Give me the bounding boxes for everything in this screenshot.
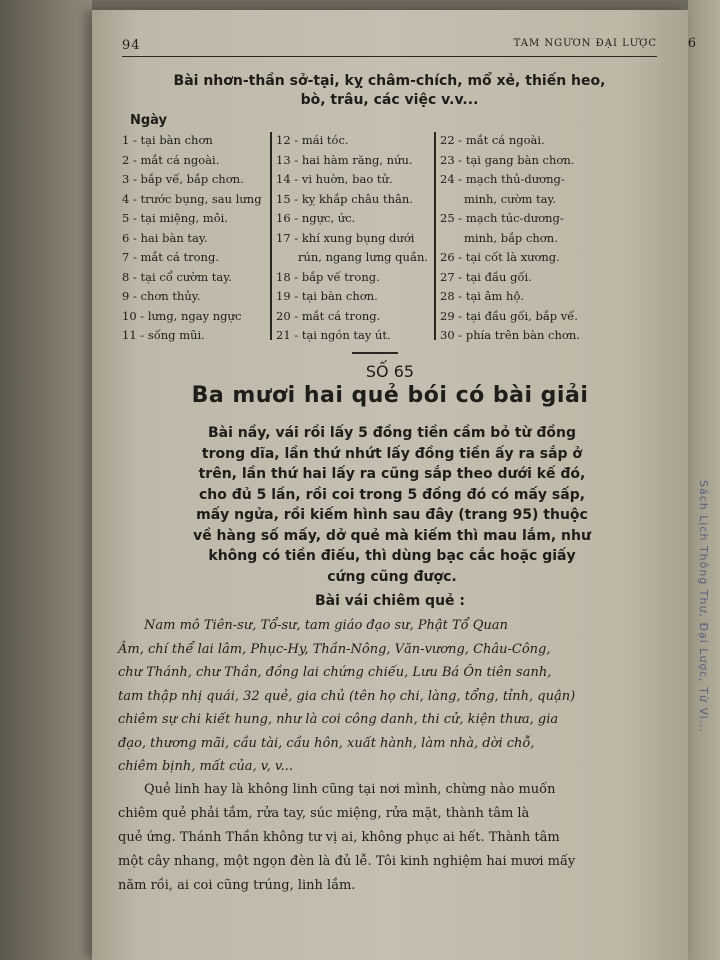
day-entry: 22 - mắt cá ngoài.: [440, 133, 545, 147]
day-entry: 9 - chơn thủy.: [122, 289, 201, 303]
day-entry: 28 - tại âm hộ.: [440, 289, 525, 303]
book-page: [92, 10, 697, 960]
day-entry: 12 - mái tóc.: [276, 133, 349, 147]
intro-line: mấy ngửa, rồi kiếm hình sau đây (trang 95) thuộc: [196, 507, 588, 523]
day-entry: minh, cườm tay.: [464, 191, 557, 206]
prayer-line: chiêm bịnh, mất của, v, v...: [118, 759, 294, 774]
closing-line: một cây nhang, một ngọn đèn là đủ lễ. Tôi kinh nghiệm hai mươi mấy: [118, 854, 576, 869]
section-divider: [352, 352, 398, 354]
book-gutter: [0, 0, 92, 960]
closing-line: Quẻ linh hay là không linh cũng tại nơi mình, chừng nào muốn: [144, 782, 556, 797]
day-entry: 24 - mạch thủ-dương-: [440, 172, 565, 186]
prayer-line: chiêm sự chi kiết hung, như là coi công danh, thi cử, kiện thưa, gia: [118, 712, 559, 727]
day-entry: 19 - tại bàn chơn.: [276, 289, 378, 303]
intro-line: cứng cũng được.: [327, 568, 457, 585]
day-entry: 1 - tại bàn chơn: [122, 133, 213, 147]
intro-line: trong dĩa, lần thứ nhứt lấy đồng tiền ấy ra sắp ở: [201, 445, 583, 462]
prayer-line: Nam mô Tiên-sư, Tổ-sư, tam giáo đạo sư, Phật Tổ Quan: [144, 618, 508, 633]
handwritten-margin-note: Sách Lịch Thông Thư, Đại Lược, Tử Vi...: [697, 480, 710, 734]
day-entry: minh, bắp chơn.: [464, 230, 558, 245]
page-number: 94: [122, 38, 141, 53]
day-entry: 17 - khí xung bụng dưới: [276, 230, 415, 245]
day-entry: 27 - tại đầu gối.: [440, 269, 532, 284]
day-entry: 2 - mắt cá ngoài.: [122, 152, 220, 167]
day-entry: 30 - phía trên bàn chơn.: [440, 328, 580, 342]
day-entry: 13 - hai hàm răng, nứu.: [276, 152, 413, 167]
topic-heading: [112, 72, 667, 110]
closing-line: quẻ ứng. Thánh Thần không tư vị ai, không phục ai hết. Thành tâm: [118, 830, 560, 845]
day-entry: 20 - mắt cá trong.: [276, 308, 381, 323]
column-rule: [434, 132, 436, 340]
prayer-line: Âm, chí thể lai lâm, Phục-Hy, Thần-Nông, Văn-vương, Châu-Công,: [118, 641, 551, 657]
days-column-3: [440, 131, 620, 346]
section-title: Ba mươi hai quẻ bói có bài giải: [191, 383, 589, 408]
closing-line: năm rồi, ai coi cũng trúng, linh lắm.: [118, 878, 356, 893]
section-number: SỐ 65: [365, 362, 415, 381]
day-entry: 23 - tại gang bàn chơn.: [440, 152, 575, 167]
day-entry: 14 - vi huờn, bao tử.: [276, 172, 393, 186]
day-entry: 3 - bắp vế, bắp chơn.: [122, 172, 244, 186]
day-entry: 5 - tại miệng, môi.: [122, 211, 228, 225]
topic-line: bò, trâu, các việc v.v...: [300, 92, 479, 108]
prayer-paragraph: [118, 614, 673, 779]
days-label: Ngày: [130, 113, 168, 128]
closing-paragraph: [118, 778, 673, 898]
day-entry: 21 - tại ngón tay út.: [276, 328, 391, 342]
day-entry: 10 - lưng, ngay ngực: [122, 308, 242, 323]
day-entry: 26 - tại cốt là xương.: [440, 250, 560, 264]
prayer-line: đạo, thương mãi, cầu tài, cầu hôn, xuất hành, làm nhà, dời chỗ,: [118, 735, 535, 751]
day-entry: 18 - bắp vế trong.: [276, 269, 380, 284]
intro-line: Bài nầy, vái rồi lấy 5 đồng tiền cầm bỏ từ đồng: [208, 425, 576, 441]
prayer-line: tam thập nhị quái, 32 quẻ, gia chủ (tên họ chi, làng, tổng, tỉnh, quận): [118, 688, 576, 704]
day-entry: 29 - tại đầu gối, bắp vế.: [440, 308, 578, 323]
day-entry: 6 - hai bàn tay.: [122, 230, 208, 245]
intro-line: cho đủ 5 lần, rồi coi trong 5 đồng đó có mấy sấp,: [198, 486, 586, 503]
column-rule: [270, 132, 272, 340]
day-entry: 11 - sống mũi.: [122, 328, 205, 342]
day-entry: rún, ngang lưng quần.: [298, 250, 429, 264]
prayer-line: chư Thánh, chư Thần, đồng lai chứng chiếu, Lưu Bá Ôn tiên sanh,: [118, 665, 552, 680]
day-entry: 7 - mắt cá trong.: [122, 250, 219, 264]
topic-line: Bài nhơn-thần sở-tại, kỵ châm-chích, mổ xẻ, thiến heo,: [173, 73, 606, 89]
days-column-2: [276, 131, 436, 346]
days-column-1: [122, 131, 268, 346]
day-entry: 25 - mạch túc-dương-: [440, 211, 564, 225]
running-title: TAM NGƯƠN ĐẠI LƯỢC: [513, 38, 657, 49]
intro-paragraph: [122, 423, 662, 587]
intro-line: trên, lần thứ hai lấy ra cũng sắp theo dưới kế đó,: [198, 466, 586, 482]
page-header: [122, 36, 697, 57]
corner-mark: 6: [687, 36, 697, 51]
day-entry: 8 - tại cổ cườm tay.: [122, 269, 232, 284]
day-entry: 15 - kỵ khắp châu thân.: [276, 191, 413, 206]
day-entry: 4 - trước bụng, sau lưng: [122, 191, 262, 206]
intro-line: không có tiền điếu, thì dùng bạc cắc hoặc giấy: [208, 548, 576, 564]
closing-line: chiêm quẻ phải tắm, rửa tay, súc miệng, rửa mặt, thành tâm là: [118, 806, 530, 821]
intro-line: về hàng số mấy, dở quẻ mà kiếm thì mau lắm, như: [193, 527, 591, 544]
day-entry: 16 - ngực, ức.: [276, 211, 356, 225]
prayer-title: Bài vái chiêm quẻ :: [314, 593, 465, 609]
